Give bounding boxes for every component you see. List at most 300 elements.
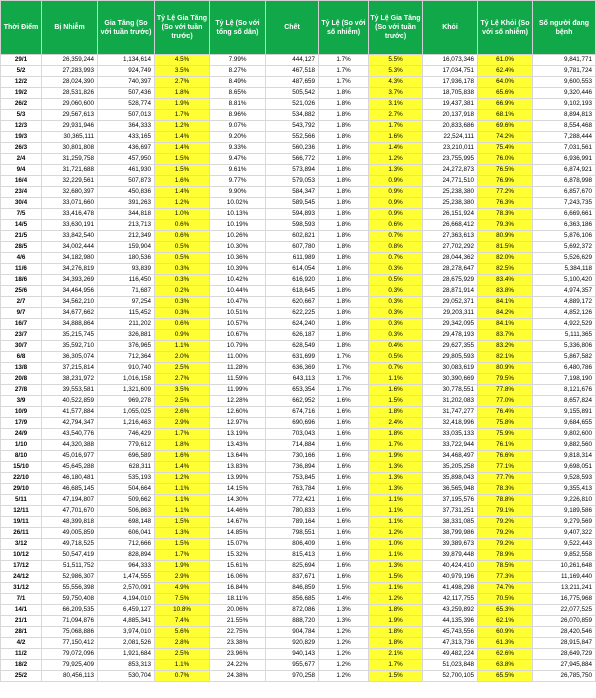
cell-recovery-rate: 74.2% [478,132,533,143]
cell-death-rate: 1.6% [319,396,369,407]
cell-death-increase-rate: 0.9% [369,198,423,209]
cell-deaths: 607,780 [266,242,319,253]
cell-recovery-rate: 78.3% [478,484,533,495]
cell-recovered: 37,195,576 [423,495,478,506]
cell-time: 3/9 [1,396,42,407]
cell-recovery-rate: 84.1% [478,297,533,308]
cell-weekly-increase-rate: 4.9% [155,583,210,594]
cell-death-rate: 1.8% [319,121,369,132]
cell-recovered: 33,035,133 [423,429,478,440]
cell-recovery-rate: 76.1% [478,440,533,451]
cell-infected: 45,016,977 [42,451,98,462]
cell-population-rate: 23.38% [210,638,266,649]
cell-death-rate: 1.2% [319,627,369,638]
cell-weekly-increase-rate: 0.3% [155,275,210,286]
cell-death-increase-rate: 1.3% [369,165,423,176]
cell-active-cases: 5,876,106 [533,231,596,242]
cell-death-rate: 1.6% [319,572,369,583]
table-row [1,242,596,253]
cell-weekly-increase-rate: 0.6% [155,220,210,231]
table-row [1,506,596,517]
cell-death-increase-rate: 5.5% [369,55,423,66]
cell-time: 21/1 [1,616,42,627]
cell-population-rate: 9.77% [210,176,266,187]
cell-deaths: 589,545 [266,198,319,209]
cell-infected: 75,068,886 [42,627,98,638]
cell-deaths: 444,127 [266,55,319,66]
cell-deaths: 703,043 [266,429,319,440]
cell-active-cases: 6,363,186 [533,220,596,231]
cell-recovered: 29,478,193 [423,330,478,341]
cell-recovery-rate: 83.4% [478,275,533,286]
cell-weekly-increase: 1,474,555 [98,572,155,583]
cell-recovered: 17,936,178 [423,77,478,88]
cell-weekly-increase: 910,740 [98,363,155,374]
cell-weekly-increase-rate: 2.9% [155,418,210,429]
cell-infected: 33,842,540 [42,231,98,242]
cell-weekly-increase: 115,452 [98,308,155,319]
cell-deaths: 780,833 [266,506,319,517]
cell-active-cases: 6,936,991 [533,154,596,165]
cell-active-cases: 9,320,446 [533,88,596,99]
cell-recovered: 20,137,918 [423,110,478,121]
cell-death-rate: 1.2% [319,660,369,671]
cell-death-rate: 1.8% [319,165,369,176]
cell-deaths: 618,645 [266,286,319,297]
cell-death-rate: 1.7% [319,363,369,374]
table-row [1,132,596,143]
cell-time: 23/4 [1,187,42,198]
cell-weekly-increase: 1,321,609 [98,385,155,396]
cell-death-increase-rate: 1.1% [369,583,423,594]
cell-infected: 34,182,980 [42,253,98,264]
cell-infected: 31,259,758 [42,154,98,165]
cell-death-rate: 1.6% [319,550,369,561]
cell-death-increase-rate: 1.5% [369,396,423,407]
cell-death-rate: 1.8% [319,99,369,110]
cell-weekly-increase: 606,041 [98,528,155,539]
cell-death-increase-rate: 0.3% [369,264,423,275]
cell-recovered: 42,117,755 [423,594,478,605]
cell-recovered: 38,331,085 [423,517,478,528]
cell-time: 7/5 [1,209,42,220]
cell-time: 9/7 [1,308,42,319]
cell-recovery-rate: 82.5% [478,264,533,275]
cell-recovered: 29,203,311 [423,308,478,319]
cell-deaths: 653,354 [266,385,319,396]
cell-death-rate: 1.6% [319,539,369,550]
cell-weekly-increase: 116,450 [98,275,155,286]
table-row [1,363,596,374]
cell-time: 2/7 [1,297,42,308]
cell-time: 19/3 [1,132,42,143]
cell-death-rate: 1.6% [319,495,369,506]
table-row [1,594,596,605]
cell-weekly-increase: 450,836 [98,187,155,198]
cell-recovery-rate: 82.0% [478,253,533,264]
cell-infected: 28,531,826 [42,88,98,99]
cell-population-rate: 9.47% [210,154,266,165]
table-row [1,110,596,121]
cell-time: 13/8 [1,363,42,374]
cell-active-cases: 9,882,560 [533,440,596,451]
cell-active-cases: 9,522,443 [533,539,596,550]
cell-recovered: 23,210,011 [423,143,478,154]
cell-population-rate: 7.99% [210,55,266,66]
cell-death-increase-rate: 0.7% [369,363,423,374]
cell-recovered: 24,771,510 [423,176,478,187]
cell-infected: 31,721,688 [42,165,98,176]
cell-recovery-rate: 83.8% [478,286,533,297]
cell-recovered: 28,675,929 [423,275,478,286]
cell-death-increase-rate: 0.3% [369,308,423,319]
cell-death-increase-rate: 0.5% [369,352,423,363]
cell-recovery-rate: 79.2% [478,517,533,528]
cell-deaths: 846,859 [266,583,319,594]
cell-time: 26/11 [1,528,42,539]
cell-recovery-rate: 62.6% [478,649,533,660]
table-row [1,66,596,77]
cell-death-rate: 1.2% [319,671,369,682]
cell-deaths: 970,258 [266,671,319,682]
cell-weekly-increase-rate: 1.1% [155,341,210,352]
cell-deaths: 815,413 [266,550,319,561]
cell-weekly-increase-rate: 1.6% [155,176,210,187]
cell-recovered: 27,363,613 [423,231,478,242]
cell-recovery-rate: 79.2% [478,539,533,550]
table-row [1,462,596,473]
cell-weekly-increase: 528,774 [98,99,155,110]
cell-population-rate: 8.27% [210,66,266,77]
cell-death-rate: 1.8% [319,143,369,154]
cell-infected: 79,072,096 [42,649,98,660]
cell-infected: 71,094,876 [42,616,98,627]
cell-infected: 59,750,408 [42,594,98,605]
cell-recovered: 51,023,848 [423,660,478,671]
cell-active-cases: 27,945,884 [533,660,596,671]
cell-weekly-increase-rate: 1.5% [155,517,210,528]
cell-death-increase-rate: 1.8% [369,627,423,638]
cell-recovery-rate: 84.2% [478,308,533,319]
cell-active-cases: 6,878,998 [533,176,596,187]
cell-weekly-increase-rate: 3.5% [155,66,210,77]
cell-weekly-increase: 507,436 [98,88,155,99]
cell-death-increase-rate: 1.8% [369,605,423,616]
cell-infected: 34,464,956 [42,286,98,297]
cell-recovery-rate: 79.3% [478,220,533,231]
cell-population-rate: 12.97% [210,418,266,429]
cell-active-cases: 11,169,440 [533,572,596,583]
cell-death-increase-rate: 0.7% [369,231,423,242]
cell-death-increase-rate: 0.4% [369,341,423,352]
cell-infected: 28,024,390 [42,77,98,88]
cell-deaths: 626,187 [266,330,319,341]
cell-recovery-rate: 76.4% [478,407,533,418]
cell-weekly-increase-rate: 1.3% [155,528,210,539]
cell-death-rate: 1.6% [319,429,369,440]
cell-death-rate: 1.6% [319,517,369,528]
cell-weekly-increase-rate: 0.6% [155,319,210,330]
table-row [1,88,596,99]
cell-active-cases: 28,915,847 [533,638,596,649]
cell-death-increase-rate: 1.8% [369,429,423,440]
cell-infected: 44,320,388 [42,440,98,451]
cell-death-rate: 1.8% [319,154,369,165]
cell-population-rate: 10.26% [210,231,266,242]
cell-population-rate: 13.83% [210,462,266,473]
cell-population-rate: 9.33% [210,143,266,154]
cell-population-rate: 11.99% [210,385,266,396]
cell-death-rate: 1.8% [319,319,369,330]
cell-active-cases: 6,857,670 [533,187,596,198]
cell-infected: 79,925,409 [42,660,98,671]
cell-recovery-rate: 77.2% [478,187,533,198]
cell-weekly-increase-rate: 0.5% [155,242,210,253]
cell-population-rate: 10.44% [210,286,266,297]
cell-population-rate: 10.36% [210,253,266,264]
cell-active-cases: 4,922,529 [533,319,596,330]
cell-death-rate: 1.8% [319,330,369,341]
table-row [1,330,596,341]
cell-time: 4/2 [1,638,42,649]
table-row [1,484,596,495]
cell-infected: 45,645,288 [42,462,98,473]
cell-weekly-increase-rate: 0.7% [155,671,210,682]
cell-deaths: 920,829 [266,638,319,649]
cell-weekly-increase: 4,885,341 [98,616,155,627]
table-row [1,418,596,429]
cell-recovered: 17,034,751 [423,66,478,77]
cell-recovered: 16,073,346 [423,55,478,66]
cell-infected: 50,547,419 [42,550,98,561]
cell-deaths: 573,894 [266,165,319,176]
cell-death-increase-rate: 1.3% [369,462,423,473]
cell-death-rate: 1.3% [319,616,369,627]
cell-population-rate: 8.65% [210,88,266,99]
cell-population-rate: 10.79% [210,341,266,352]
table-row [1,572,596,583]
cell-recovered: 30,390,669 [423,374,478,385]
cell-infected: 35,592,710 [42,341,98,352]
cell-recovered: 41,498,298 [423,583,478,594]
cell-time: 30/4 [1,198,42,209]
cell-population-rate: 14.15% [210,484,266,495]
cell-deaths: 636,369 [266,363,319,374]
cell-recovered: 45,743,556 [423,627,478,638]
cell-deaths: 584,347 [266,187,319,198]
cell-death-rate: 1.8% [319,242,369,253]
cell-infected: 49,718,525 [42,539,98,550]
cell-population-rate: 12.60% [210,407,266,418]
table-row [1,198,596,209]
cell-death-increase-rate: 0.3% [369,297,423,308]
cell-weekly-increase-rate: 2.5% [155,649,210,660]
cell-infected: 33,071,660 [42,198,98,209]
cell-active-cases: 7,198,190 [533,374,596,385]
cell-weekly-increase-rate: 1.4% [155,143,210,154]
cell-weekly-increase: 364,333 [98,121,155,132]
cell-time: 18/2 [1,660,42,671]
cell-weekly-increase: 1,055,025 [98,407,155,418]
cell-death-rate: 1.3% [319,605,369,616]
cell-recovery-rate: 78.8% [478,495,533,506]
table-row [1,143,596,154]
cell-weekly-increase: 698,148 [98,517,155,528]
cell-recovery-rate: 77.1% [478,462,533,473]
cell-active-cases: 9,279,569 [533,517,596,528]
cell-weekly-increase-rate: 2.7% [155,374,210,385]
cell-recovery-rate: 79.2% [478,528,533,539]
cell-recovered: 29,627,355 [423,341,478,352]
cell-infected: 34,888,864 [42,319,98,330]
cell-deaths: 837,671 [266,572,319,583]
cell-deaths: 825,694 [266,561,319,572]
cell-deaths: 674,716 [266,407,319,418]
cell-recovery-rate: 75.9% [478,429,533,440]
cell-recovery-rate: 76.5% [478,165,533,176]
table-row [1,385,596,396]
cell-active-cases: 9,781,724 [533,66,596,77]
cell-death-rate: 1.2% [319,638,369,649]
cell-recovery-rate: 77.8% [478,385,533,396]
cell-weekly-increase-rate: 1.5% [155,539,210,550]
cell-recovery-rate: 76.9% [478,176,533,187]
cell-infected: 34,677,662 [42,308,98,319]
cell-death-increase-rate: 1.1% [369,374,423,385]
cell-deaths: 566,772 [266,154,319,165]
cell-population-rate: 20.06% [210,605,266,616]
cell-death-increase-rate: 0.3% [369,319,423,330]
cell-weekly-increase-rate: 0.9% [155,330,210,341]
cell-death-rate: 1.6% [319,407,369,418]
cell-recovered: 31,747,277 [423,407,478,418]
cell-recovered: 19,437,381 [423,99,478,110]
cell-death-increase-rate: 1.2% [369,154,423,165]
cell-population-rate: 10.30% [210,242,266,253]
cell-death-increase-rate: 1.9% [369,616,423,627]
cell-weekly-increase-rate: 0.6% [155,231,210,242]
cell-population-rate: 21.55% [210,616,266,627]
table-row [1,253,596,264]
table-row [1,561,596,572]
cell-recovered: 24,272,873 [423,165,478,176]
cell-recovery-rate: 66.9% [478,99,533,110]
cell-weekly-increase-rate: 1.4% [155,462,210,473]
cell-death-rate: 1.8% [319,176,369,187]
cell-population-rate: 13.43% [210,440,266,451]
cell-weekly-increase: 93,839 [98,264,155,275]
cell-time: 28/1 [1,627,42,638]
cell-weekly-increase: 504,664 [98,484,155,495]
cell-time: 19/11 [1,517,42,528]
cell-population-rate: 13.64% [210,451,266,462]
cell-recovery-rate: 76.6% [478,451,533,462]
cell-weekly-increase-rate: 1.0% [155,209,210,220]
cell-weekly-increase-rate: 7.4% [155,616,210,627]
cell-weekly-increase: 457,950 [98,154,155,165]
cell-weekly-increase-rate: 0.3% [155,308,210,319]
cell-death-increase-rate: 2.1% [369,649,423,660]
header-row [1,1,596,55]
cell-weekly-increase-rate: 1.5% [155,154,210,165]
cell-time: 25/6 [1,286,42,297]
cell-death-increase-rate: 1.8% [369,407,423,418]
cell-recovered: 40,424,410 [423,561,478,572]
table-row [1,616,596,627]
cell-weekly-increase: 535,193 [98,473,155,484]
table-row [1,275,596,286]
cell-infected: 33,416,478 [42,209,98,220]
cell-population-rate: 10.19% [210,220,266,231]
cell-time: 10/12 [1,550,42,561]
cell-recovered: 38,799,986 [423,528,478,539]
cell-death-increase-rate: 0.7% [369,253,423,264]
table-row [1,649,596,660]
cell-death-rate: 1.8% [319,209,369,220]
cell-time: 16/7 [1,319,42,330]
cell-population-rate: 9.61% [210,165,266,176]
cell-death-rate: 1.8% [319,341,369,352]
cell-active-cases: 9,684,655 [533,418,596,429]
cell-infected: 32,229,561 [42,176,98,187]
cell-recovered: 29,342,095 [423,319,478,330]
cell-recovery-rate: 83.2% [478,341,533,352]
cell-population-rate: 9.07% [210,121,266,132]
cell-deaths: 714,884 [266,440,319,451]
cell-death-increase-rate: 1.5% [369,671,423,682]
cell-death-increase-rate: 2.7% [369,110,423,121]
cell-time: 12/2 [1,77,42,88]
cell-death-rate: 1.7% [319,352,369,363]
cell-infected: 34,002,444 [42,242,98,253]
cell-deaths: 628,549 [266,341,319,352]
cell-active-cases: 9,355,413 [533,484,596,495]
cell-active-cases: 9,818,314 [533,451,596,462]
cell-death-increase-rate: 0.9% [369,187,423,198]
cell-death-rate: 1.8% [319,231,369,242]
cell-weekly-increase: 461,930 [98,165,155,176]
cell-time: 20/8 [1,374,42,385]
cell-population-rate: 15.61% [210,561,266,572]
cell-weekly-increase-rate: 1.1% [155,495,210,506]
cell-weekly-increase-rate: 1.7% [155,429,210,440]
cell-weekly-increase-rate: 1.2% [155,473,210,484]
cell-recovered: 26,151,924 [423,209,478,220]
cell-weekly-increase: 2,570,091 [98,583,155,594]
cell-deaths: 598,593 [266,220,319,231]
table-row [1,638,596,649]
cell-death-increase-rate: 1.2% [369,528,423,539]
cell-weekly-increase: 628,311 [98,462,155,473]
cell-weekly-increase: 6,459,127 [98,605,155,616]
cell-deaths: 690,696 [266,418,319,429]
header-recovered: Khỏi [423,1,478,55]
header-recovery-rate: Tỷ Lệ Khỏi (So với số nhiễm) [478,1,533,55]
cell-recovered: 37,731,251 [423,506,478,517]
cell-time: 3/12 [1,539,42,550]
cell-weekly-increase: 391,263 [98,198,155,209]
cell-death-increase-rate: 2.4% [369,418,423,429]
cell-recovered: 28,044,362 [423,253,478,264]
cell-active-cases: 9,841,771 [533,55,596,66]
cell-recovery-rate: 77.7% [478,473,533,484]
cell-time: 9/4 [1,165,42,176]
table-row [1,517,596,528]
cell-recovery-rate: 78.5% [478,561,533,572]
cell-weekly-increase-rate: 1.2% [155,121,210,132]
cell-population-rate: 8.96% [210,110,266,121]
cell-recovered: 25,238,380 [423,187,478,198]
